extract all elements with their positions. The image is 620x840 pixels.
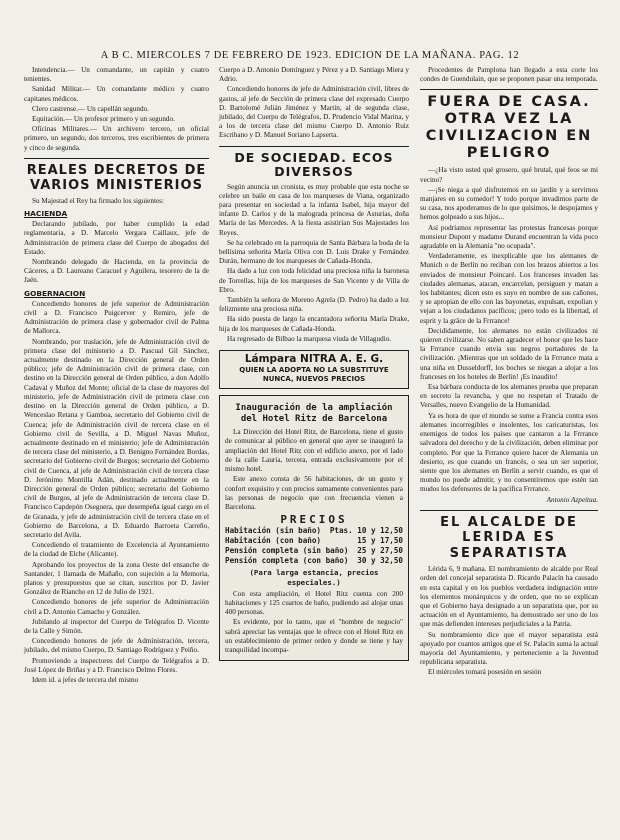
paragraph: Según anuncia un cronista, es muy probable que esta noche se celebre un baile en casa de los marqueses de Viana, organizado para presentar en sociedad a la infanta Isabel, hija mayor del infante D. Carlos y de la malograda princesa de Asturias, doña María de las Mercedes. A la fiesta asistirían Sus Majestades los Reyes.: [219, 182, 409, 237]
prices-heading: PRECIOS: [280, 513, 348, 527]
paragraph: Idem id. a jefes de tercera del mismo: [32, 675, 139, 684]
paragraph: Esa bárbara conducta de los alemanes prueba que preparan en secreto la revancha, y que no respetan el Tratado de Versalles, nuevo Evangelio de la Humanidad.: [420, 383, 598, 410]
paragraph: —¡Se niega a qué disfrutemos en su jardín y a servirnos manjares en su comedor! Y todo porque invadimos parte de su casa, nos apoderamos de lo que quisimos, le despojamos y hemos golpeado a sus hijos...: [420, 185, 598, 222]
intro-line: Clero castrense.— Un capellán segundo.: [32, 104, 149, 113]
paragraph: Decididamente, los alemanes no están civilizados ni quieren civilizarse. No saben agradecer el honor que les hace la Frrrance cuando envía sus negros portadores de la civilización. ¡Mientras que un soldado de la Frrrance mata a una niña en Dusseldorff, los boches se niegan a alojar a los franceses en los hoteles de Berlín! ¡Es inaudito!: [420, 326, 598, 381]
paragraph: Su nombramiento dice que el mayor separatista está apoyado por cuantos amigos que el Sr. Palacín suma la actual mayoría del Ayuntamiento, y perteneciente a la Juventud republicana separatista.: [420, 630, 598, 667]
paragraph: Verdaderamente, es inexplicable que los alemanes de Munich o de Berlín no reciban con los brazos abiertos a los enviados de monsieur Poincaré. Los franceses invaden las ciudades alemanas, atacan, encarcelan, persiguen y matan a los habitantes; dicen esto es suyo en nombre de sus cañones, y se apropian de ello con las bayonetas, expulsan, expolian y vejan a los ciudadanos pacíficos; ¡pero todo es la libertad, el esprit y la grâce de la Frrrance!: [420, 252, 598, 325]
headline-civilizacion: FUERA DE CASA. OTRA VEZ LA CIVILIZACION EN PELIGRO: [425, 94, 593, 162]
intro-line: Intendencia.— Un comandante, un capitán y cuatro tenientes.: [24, 66, 209, 84]
paragraph: Así podríamos representar las protestas francesas porque monsieur Dupont y madame Durand encuentran la vida poco agradable en la Alemania "no ocupada".: [420, 223, 598, 251]
paragraph: Ha sido puesta de largo la encantadora señorita María Drake, hija de los marqueses de Cañada-Honda.: [219, 315, 409, 333]
paragraph: Nombrando delegado de Hacienda, en la provincia de Cáceres, a D. Laureano Caracuel y Aguilera, tesorero de la de Jaén.: [24, 258, 209, 285]
ad-nitra-title: Lámpara NITRA A. E. G.: [244, 353, 384, 366]
paragraph: Este anexo consta de 56 habitaciones, de un gusto y confort exquisito y con precios sumamente convenientes para las personas de negocio que con frecuencia vienen a Barcelona.: [225, 475, 403, 511]
paragraph: Ha regresado de Bilbao la marquesa viuda de Villagudio.: [227, 334, 392, 343]
paragraph: Con esta ampliación, el Hotel Ritz cuenta con 200 habitaciones y 125 cuartos de baño, pudiendo así alojar unas 400 personas.: [225, 589, 403, 617]
paragraph: Se ha celebrado en la parroquia de Santa Bárbara la boda de la bellísima señorita María Oliva con D. Luis Drake y Fernández Durán, hermano de los marqueses de Cañada-Honda.: [219, 238, 409, 266]
paragraph: Ha dado a luz con toda felicidad una preciosa niña la baronesa de Torrellas, hija de los marqueses de San Vicente y de Villa de Ebro.: [219, 267, 409, 294]
ad-nitra-lamp: [219, 350, 409, 389]
divider: [219, 146, 409, 147]
ad-hotel-ritz: [219, 395, 409, 661]
intro-line: Equitación.— Un profesor primero y un segundo.: [32, 115, 175, 124]
paragraph: Promoviendo a inspectores del Cuerpo de Telégrafos a D. José López de Briñas y a D. Francisco Delmo Flores.: [24, 656, 209, 674]
paragraph: La Dirección del Hotel Ritz, de Barcelona, tiene el gusto de comunicar al público en general que ayer se inauguró la ampliación del Hotel Ritz con el edificio anexo, por el lado de la calle Lauria, tercera, entrada exclusivamente por el mismo hotel.: [225, 428, 403, 474]
price-row: Pensión completa (con baño) 30 y 32,50: [225, 556, 403, 566]
ad-ritz-title: Inauguración de la ampliación del Hotel Ritz de Barcelona: [235, 403, 393, 425]
paragraph: Lérida 6, 9 mañana. El nombramiento de alcalde por Real orden del concejal separatista D. Ricardo Palacín ha causado en esta capital y en los pueblos verdadera indignación entre los elementos monárquicos y de orden, que no se explican que el Gobierno haya designado a un separatista que, por su actuación en el Ayuntamiento, ha demostrado ser uno de los que más defienden intereses perjudiciales a la Patria.: [420, 565, 598, 629]
divider: [420, 89, 598, 90]
price-note: (Para larga estancia, precios especiales.): [249, 568, 379, 587]
author-signature: Antonio Azpeitua.: [546, 495, 598, 504]
price-row: Pensión completa (sin baño) 25 y 27,50: [225, 546, 403, 556]
lead-text: Su Majestad el Rey ha firmado los siguientes:: [32, 196, 164, 205]
headline-decretos: REALES DECRETOS DE VARIOS MINISTERIOS: [26, 162, 207, 193]
paragraph: Jubilando al inspector del Cuerpo de Telégrafos D. Vicente de la Calle y Simón.: [24, 617, 209, 635]
headline-sociedad: DE SOCIEDAD. ECOS DIVERSOS: [234, 149, 394, 179]
column-left: [24, 66, 209, 686]
paragraph: Declarando jubilado, por haber cumplido la edad reglamentaria, a D. Marcelo Vergara Caillaux, jefe de Administración de primera clase del Cuerpo de abogados del Estado.: [24, 220, 209, 256]
paragraph: —¿Ha visto usted qué grosero, qué brutal, qué feos se mi vecino?: [420, 166, 598, 184]
intro-line: Sanidad Militar.— Un comandante médico y cuatro capitanes médicos.: [24, 85, 209, 103]
section-gobernacion: GOBERNACION: [24, 288, 86, 298]
paragraph: Es evidente, por lo tanto, que el "hombre de negocio" sabrá apreciar las ventajas que le ofrece con el Hotel Ritz en un establecimiento de primer orden y donde se tiene y hay tranquilidad incompa-: [225, 618, 403, 654]
paragraph: También la señora de Moreno Agrela (D. Pedro) ha dado a luz felizmente una preciosa niña.: [219, 296, 409, 314]
column-right: [420, 66, 598, 679]
price-row: Habitación (con baño) 15 y 17,50: [225, 536, 403, 546]
divider: [420, 510, 598, 511]
paragraph: Nombrando, por traslación, jefe de Administración civil de primera clase del ministerio a D. Pascual Gil Sánchez, actualmente destinado en la Dirección general de Orden público; jefe de Administración civil de primera clase, con destino en la Dirección general de Orden público, a don Adolfo Cadaval y Muñoz del Monte; oficial de la clase de mayores del ministerio, jefe de Administración civil de primera clase con destino en la Dirección general de Orden público, a D. Wenceslao Retana y Gamboa, secretario del Gobierno civil de Cuenca; jefe de Administración civil de tercera clase en el Gobierno civil de Sevilla, a D. Miguel Navas Muñoz, actualmente destinado en el ministerio; jefe de Administración de tercera clase del ministerio, a D. Benigno Fernández Bordas, secretario del Gobierno civil de Burgos; secretario del Gobierno civil de Cuenca, al jefe de Administración civil de tercera clase D. Jerónimo Montilla Adán, destinado actualmente en la Dirección general de Orden público; secretario del Gobierno civil de Burgos, al jefe de Administración de tercera clase D. Francisco Capdepón Oseguera, que desempeña igual cargo en el de Granada, y jefe de administración civil de tercera clase en el Gobierno de Barcelona, a D. Eduardo Barroeta Carreño, secretario del Avila.: [24, 337, 209, 539]
divider: [24, 158, 209, 159]
paragraph: Concediendo honores de jefe de Administración civil, libres de gastos, al jefe de Sección de primera clase del expresado Cuerpo D. Bartolomé Julián Jiménez y Martín, al de segunda clase, jubilado, del Cuerpo de Telégrafos, D. Prudencio Vidal Marina, y a los de tercera clase del mismo Cuerpo D. Antonio Ruiz Escribano y D. Manuel Soriano Lapserta.: [219, 85, 409, 140]
page-header: A B C. MIERCOLES 7 DE FEBRERO DE 1923. EDICION DE LA MAÑANA. PAG. 12: [100, 50, 520, 61]
price-row: Habitación (sin baño) Ptas. 10 y 12,50: [225, 526, 403, 536]
paragraph: Concediendo honores de jefe de Administración, tercera, jubilado, del mismo Cuerpo, D. Santiago Rodríguez y Peiño.: [24, 637, 209, 655]
section-hacienda: HACIENDA: [24, 209, 68, 219]
intro-line: Oficinas Militares.— Un archivero tercero, un oficial primero, un segundo, dos terceros, tres escribientes de primera y cinco de segunda.: [24, 125, 209, 152]
ad-nitra-slogan: QUIEN LA ADOPTA NO LA SUBSTITUYE NUNCA, NUEVOS PRECIOS: [239, 366, 389, 384]
column-middle: [219, 66, 409, 667]
paragraph: Concediendo honores de jefe superior de Administración civil a D. Francisco Puigcerver y Remiro, jefe de Administración de primera clase y gobernador civil de Palma de Mallorca.: [24, 299, 209, 336]
paragraph: Concediendo el tratamiento de Excelencia al Ayuntamiento de la ciudad de Elche (Alicante).: [24, 541, 209, 559]
paragraph: Concediendo honores de jefe superior de Administración civil a D. Antonio Camacho y González.: [24, 598, 209, 616]
paragraph: Aprobando los proyectos de la zona Oeste del ensanche de Santander, 1 llamada de Mañaño, con sujeción a la Memoria, planos y presupuestos que se citan, suscritos por D. Javier González de Riancho en 12 de Julio de 1921.: [24, 560, 209, 597]
headline-lerida: EL ALCALDE DE LERIDA ES SEPARATISTA: [440, 514, 578, 561]
paragraph: Cuerpo a D. Antonio Domínguez y Pérez y a D. Santiago Miera y Adrio.: [219, 66, 409, 84]
paragraph: Procedentes de Pamplona han llegado a esta corte los condes de Guendulain, que se proponen pasar una temporada.: [420, 66, 598, 84]
paragraph: Ya es hora de que el mundo se sume a Francia contra esos alemanes incorregibles e insolentes, los caricaturistas, los enemigos de todos los países que cantaron a la Frrrance salvadora del derecho y de la civilización, deben eliminar por completo. Por que la Frrrance quiere hacer de Alemania un desierto, es que cuando un francés, o sea un ser superior, siente que los alemanes en Berlín a servir cuando, es que el mundo no puede admitir, y no consentiremos que estén tan mudos los defensores de la pacífica Frrrance.: [420, 411, 598, 494]
paragraph: El miércoles tomará posesión en sesión: [428, 668, 542, 677]
